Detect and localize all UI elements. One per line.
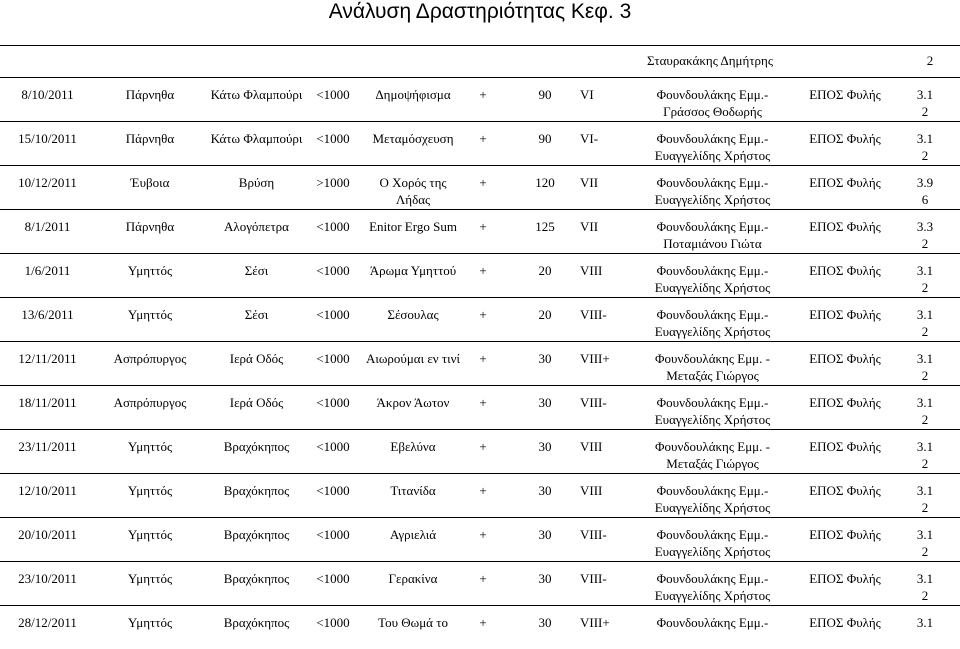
table-row xyxy=(0,517,960,561)
page-title: Ανάλυση Δραστηριότητας Κεφ. 3 xyxy=(328,0,632,23)
route-cell xyxy=(358,218,468,235)
author-cell xyxy=(650,86,775,120)
date-cell: 23/11/2011 xyxy=(18,439,77,454)
route-cell-line2: Λήδας xyxy=(395,192,431,207)
date-cell: 12/11/2011 xyxy=(18,351,77,366)
length-cell: 20 xyxy=(538,307,552,322)
author-cell xyxy=(650,394,775,428)
version-cell-line1: 3.1 xyxy=(916,263,934,278)
club-cell: ΕΠΟΣ Φυλής xyxy=(809,131,881,146)
author-cell-line1: Φουνδουλάκης Εμμ.- xyxy=(656,87,769,102)
place-cell: Βρύση xyxy=(238,175,275,190)
date-cell: 12/10/2011 xyxy=(18,483,77,498)
version-cell-line2: 2 xyxy=(921,500,929,515)
place-cell: Αλογόπετρα xyxy=(224,219,289,234)
place-cell: Κάτω Φλαμπούρι xyxy=(210,87,303,102)
place-cell: Βραχόκηπος xyxy=(223,615,290,630)
length-cell: 120 xyxy=(535,175,555,190)
grade-cell: VIII xyxy=(580,263,603,278)
plus-cell: + xyxy=(479,395,487,410)
version-cell xyxy=(913,86,937,120)
length-cell: 30 xyxy=(538,395,552,410)
route-cell xyxy=(358,482,468,499)
plus-cell: + xyxy=(479,351,487,366)
club-cell: ΕΠΟΣ Φυλής xyxy=(809,439,881,454)
club-cell: ΕΠΟΣ Φυλής xyxy=(809,571,881,586)
author-cell xyxy=(650,526,775,560)
route-cell-line1: Σέσουλας xyxy=(387,307,439,322)
author-cell-line1: Φουνδουλάκης Εμμ.- xyxy=(656,527,769,542)
route-cell xyxy=(358,570,468,587)
altitude-cell: <1000 xyxy=(316,263,350,278)
plus-cell: + xyxy=(479,527,487,542)
area-cell: Έυβοια xyxy=(130,175,170,190)
place-cell: Βραχόκηπος xyxy=(223,571,290,586)
altitude-cell: <1000 xyxy=(316,131,350,146)
table-row xyxy=(0,209,960,253)
route-cell xyxy=(358,86,468,103)
plus-cell: + xyxy=(479,175,487,190)
version-cell-line1: 3.1 xyxy=(916,615,934,630)
author-cell xyxy=(650,218,775,252)
club-cell: ΕΠΟΣ Φυλής xyxy=(809,219,881,234)
divider xyxy=(0,45,960,46)
grade-cell: VIII- xyxy=(580,571,607,586)
route-cell-line1: Αιωρούμαι εν τινί xyxy=(365,351,461,366)
version-cell xyxy=(913,482,937,516)
version-cell xyxy=(913,350,937,384)
author-cell-line2: Ευαγγελίδης Χρήστος xyxy=(654,588,771,603)
altitude-cell: <1000 xyxy=(316,87,350,102)
plus-cell: + xyxy=(479,439,487,454)
date-cell: 8/10/2011 xyxy=(21,87,74,102)
author-cell-line2: Μεταξάς Γιώργος xyxy=(666,456,759,471)
version-cell-line1: 3.1 xyxy=(916,571,934,586)
altitude-cell: <1000 xyxy=(316,615,350,630)
table-row xyxy=(0,473,960,517)
route-cell-line1: Μεταμόσχευση xyxy=(372,131,454,146)
author-cell xyxy=(650,306,775,340)
version-cell-line1: 3.1 xyxy=(916,439,934,454)
plus-cell: + xyxy=(479,219,487,234)
version-cell-line2: 2 xyxy=(921,412,929,427)
grade-cell: VIII+ xyxy=(580,615,610,630)
version-cell-line2: 2 xyxy=(921,588,929,603)
date-cell: 13/6/2011 xyxy=(21,307,74,322)
version-cell xyxy=(913,130,937,164)
top-number: 2 xyxy=(926,53,934,68)
author-cell xyxy=(650,174,775,208)
route-cell xyxy=(358,130,468,147)
author-cell xyxy=(650,614,775,631)
length-cell: 30 xyxy=(538,439,552,454)
route-cell-line1: Άκρον Άωτον xyxy=(376,395,450,410)
date-cell: 18/11/2011 xyxy=(18,395,77,410)
area-cell: Πάρνηθα xyxy=(125,87,175,102)
altitude-cell: <1000 xyxy=(316,483,350,498)
plus-cell: + xyxy=(479,131,487,146)
author-cell-line2: Ποταμιάνου Γιώτα xyxy=(663,236,762,251)
author-cell-line1: Φουνδουλάκης Εμμ.- xyxy=(656,175,769,190)
version-cell-line2: 2 xyxy=(921,368,929,383)
route-cell-line1: Του Θωμά το xyxy=(378,615,448,630)
route-cell xyxy=(358,350,468,367)
version-cell xyxy=(913,614,937,631)
version-cell-line1: 3.9 xyxy=(916,175,934,190)
plus-cell: + xyxy=(479,571,487,586)
table-row xyxy=(0,561,960,605)
grade-cell: VIII+ xyxy=(580,351,610,366)
author-cell xyxy=(650,438,775,472)
area-cell: Πάρνηθα xyxy=(125,219,175,234)
grade-cell: VI- xyxy=(580,131,599,146)
area-cell: Πάρνηθα xyxy=(125,131,175,146)
club-cell: ΕΠΟΣ Φυλής xyxy=(809,615,881,630)
grade-cell: VIII- xyxy=(580,307,607,322)
version-cell-line2: 2 xyxy=(921,236,929,251)
date-cell: 23/10/2011 xyxy=(18,571,77,586)
place-cell: Βραχόκηπος xyxy=(223,439,290,454)
author-cell-line1: Φουνδουλάκης Εμμ.- xyxy=(656,615,769,630)
club-cell: ΕΠΟΣ Φυλής xyxy=(809,175,881,190)
length-cell: 30 xyxy=(538,527,552,542)
version-cell-line2: 2 xyxy=(921,456,929,471)
version-cell-line2: 2 xyxy=(921,324,929,339)
version-cell-line2: 6 xyxy=(921,192,929,207)
place-cell: Βραχόκηπος xyxy=(223,527,290,542)
club-cell: ΕΠΟΣ Φυλής xyxy=(809,87,881,102)
area-cell: Υμηττός xyxy=(127,571,173,586)
route-cell-line1: Ο Χορός της xyxy=(379,175,447,190)
author-cell-line2: Ευαγγελίδης Χρήστος xyxy=(654,544,771,559)
grade-cell: VIII xyxy=(580,483,603,498)
author-cell-line1: Φουνδουλάκης Εμμ. - xyxy=(655,439,770,454)
author-cell-line1: Φουνδουλάκης Εμμ.- xyxy=(656,131,769,146)
version-cell-line2: 2 xyxy=(921,104,929,119)
length-cell: 90 xyxy=(538,131,552,146)
route-cell xyxy=(358,614,468,631)
author-cell-line2: Ευαγγελίδης Χρήστος xyxy=(654,192,771,207)
altitude-cell: <1000 xyxy=(316,307,350,322)
club-cell: ΕΠΟΣ Φυλής xyxy=(809,263,881,278)
place-cell: Σέσι xyxy=(244,307,269,322)
version-cell-line1: 3.1 xyxy=(916,351,934,366)
author-cell-line2: Ευαγγελίδης Χρήστος xyxy=(654,324,771,339)
table-row xyxy=(0,605,960,649)
version-cell-line1: 3.1 xyxy=(916,483,934,498)
table-row xyxy=(0,385,960,429)
author-cell-line1: Φουνδουλάκης Εμμ.- xyxy=(656,219,769,234)
place-cell: Ιερά Οδός xyxy=(229,395,284,410)
version-cell xyxy=(913,526,937,560)
club-cell: ΕΠΟΣ Φυλής xyxy=(809,527,881,542)
version-cell-line1: 3.1 xyxy=(916,307,934,322)
author-cell xyxy=(650,570,775,604)
author-cell-line1: Φουνδουλάκης Εμμ.- xyxy=(656,395,769,410)
route-cell-line1: Αγριελιά xyxy=(389,527,437,542)
version-cell xyxy=(913,174,937,208)
table-row xyxy=(0,341,960,385)
version-cell xyxy=(913,438,937,472)
author-cell-line2: Ευαγγελίδης Χρήστος xyxy=(654,412,771,427)
table-row xyxy=(0,429,960,473)
club-cell: ΕΠΟΣ Φυλής xyxy=(809,307,881,322)
area-cell: Ασπρόπυργος xyxy=(113,351,187,366)
date-cell: 15/10/2011 xyxy=(18,131,77,146)
version-cell xyxy=(913,570,937,604)
author-cell xyxy=(650,482,775,516)
route-cell xyxy=(358,174,468,208)
author-cell-line1: Φουνδουλάκης Εμμ.- xyxy=(656,571,769,586)
route-cell-line1: Enitor Ergo Sum xyxy=(369,219,457,234)
route-cell xyxy=(358,394,468,411)
grade-cell: VIII- xyxy=(580,395,607,410)
author-cell-line2: Γράσσος Θοδωρής xyxy=(663,104,762,119)
altitude-cell: <1000 xyxy=(316,395,350,410)
club-cell: ΕΠΟΣ Φυλής xyxy=(809,483,881,498)
route-cell xyxy=(358,526,468,543)
version-cell-line2: 2 xyxy=(921,544,929,559)
route-cell xyxy=(358,262,468,279)
route-cell-line1: Τιτανίδα xyxy=(390,483,436,498)
author-cell-line1: Φουνδουλάκης Εμμ.- xyxy=(656,263,769,278)
club-cell: ΕΠΟΣ Φυλής xyxy=(809,351,881,366)
route-cell-line1: Εβελύνα xyxy=(390,439,436,454)
version-cell xyxy=(913,218,937,252)
author-cell xyxy=(650,350,775,384)
table-row xyxy=(0,77,960,121)
altitude-cell: <1000 xyxy=(316,571,350,586)
version-cell-line2: 2 xyxy=(921,280,929,295)
route-cell xyxy=(358,438,468,455)
club-cell: ΕΠΟΣ Φυλής xyxy=(809,395,881,410)
length-cell: 125 xyxy=(535,219,555,234)
area-cell: Υμηττός xyxy=(127,527,173,542)
version-cell-line1: 3.1 xyxy=(916,87,934,102)
length-cell: 90 xyxy=(538,87,552,102)
altitude-cell: <1000 xyxy=(316,527,350,542)
place-cell: Ιερά Οδός xyxy=(229,351,284,366)
plus-cell: + xyxy=(479,263,487,278)
length-cell: 20 xyxy=(538,263,552,278)
area-cell: Υμηττός xyxy=(127,263,173,278)
grade-cell: VII xyxy=(580,219,599,234)
place-cell: Κάτω Φλαμπούρι xyxy=(210,131,303,146)
version-cell-line1: 3.1 xyxy=(916,131,934,146)
area-cell: Υμηττός xyxy=(127,307,173,322)
version-cell xyxy=(913,394,937,428)
route-cell-line1: Γερακίνα xyxy=(388,571,438,586)
length-cell: 30 xyxy=(538,571,552,586)
place-cell: Βραχόκηπος xyxy=(223,483,290,498)
grade-cell: VI xyxy=(580,87,594,102)
date-cell: 8/1/2011 xyxy=(24,219,71,234)
plus-cell: + xyxy=(479,483,487,498)
author-cell xyxy=(650,262,775,296)
altitude-cell: <1000 xyxy=(316,351,350,366)
plus-cell: + xyxy=(479,87,487,102)
author-cell-line1: Φουνδουλάκης Εμμ.- xyxy=(656,483,769,498)
altitude-cell: >1000 xyxy=(316,175,350,190)
author-cell-line2: Ευαγγελίδης Χρήστος xyxy=(654,280,771,295)
author-cell-line2: Μεταξάς Γιώργος xyxy=(666,368,759,383)
route-cell-line1: Άρωμα Υμηττού xyxy=(369,263,457,278)
table-row xyxy=(0,253,960,297)
route-cell-line1: Δημοψήφισμα xyxy=(375,87,451,102)
date-cell: 20/10/2011 xyxy=(18,527,77,542)
author-cell-line2: Ευαγγελίδης Χρήστος xyxy=(654,500,771,515)
date-cell: 28/12/2011 xyxy=(18,615,77,630)
author-cell xyxy=(650,130,775,164)
version-cell xyxy=(913,306,937,340)
table-row xyxy=(0,165,960,209)
place-cell: Σέσι xyxy=(244,263,269,278)
length-cell: 30 xyxy=(538,615,552,630)
version-cell-line1: 3.1 xyxy=(916,395,934,410)
length-cell: 30 xyxy=(538,483,552,498)
altitude-cell: <1000 xyxy=(316,219,350,234)
grade-cell: VIII xyxy=(580,439,603,454)
grade-cell: VIII- xyxy=(580,527,607,542)
version-cell-line1: 3.1 xyxy=(916,527,934,542)
plus-cell: + xyxy=(479,307,487,322)
route-cell xyxy=(358,306,468,323)
top-author: Σταυρακάκης Δημήτρης xyxy=(647,53,773,68)
area-cell: Ασπρόπυργος xyxy=(113,395,187,410)
table-row xyxy=(0,297,960,341)
author-cell-line2: Ευαγγελίδης Χρήστος xyxy=(654,148,771,163)
altitude-cell: <1000 xyxy=(316,439,350,454)
table-row xyxy=(0,121,960,165)
area-cell: Υμηττός xyxy=(127,439,173,454)
date-cell: 10/12/2011 xyxy=(18,175,77,190)
area-cell: Υμηττός xyxy=(127,483,173,498)
version-cell-line1: 3.3 xyxy=(916,219,934,234)
date-cell: 1/6/2011 xyxy=(24,263,71,278)
author-cell-line1: Φουνδουλάκης Εμμ.- xyxy=(656,307,769,322)
author-cell-line1: Φουνδουλάκης Εμμ. - xyxy=(655,351,770,366)
plus-cell: + xyxy=(479,615,487,630)
version-cell xyxy=(913,262,937,296)
version-cell-line2: 2 xyxy=(921,148,929,163)
area-cell: Υμηττός xyxy=(127,615,173,630)
grade-cell: VII xyxy=(580,175,599,190)
length-cell: 30 xyxy=(538,351,552,366)
